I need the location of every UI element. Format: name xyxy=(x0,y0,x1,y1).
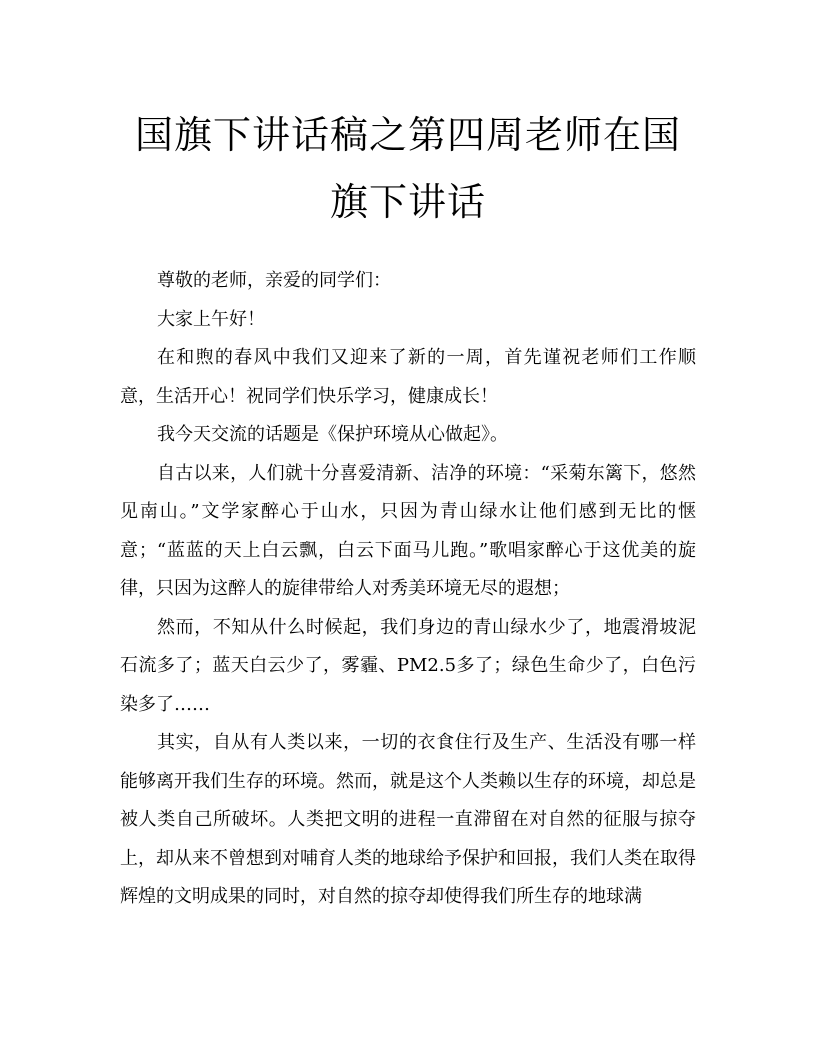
body-paragraph: 然而，不知从什么时候起，我们身边的青山绿水少了，地震滑坡泥石流多了；蓝天白云少了，雾霾、PM2.5多了；绿色生命少了，白色污染多了…… xyxy=(120,616,696,715)
greeting-paragraph: 大家上午好！ xyxy=(157,308,265,330)
salutation-paragraph: 尊敬的老师，亲爱的同学们： xyxy=(157,270,391,291)
document-body xyxy=(120,262,696,917)
body-paragraph: 其实，自从有人类以来，一切的衣食住行及生产、生活没有哪一样能够离开我们生存的环境。然而，就是这个人类赖以生存的环境，却总是被人类自己所破坏。人类把文明的进程一直滞留在对自然的征服与掠夺上，却从来不曾想到对哺育人类的地球给予保护和回报，我们人类在取得辉煌的文明成果的同时，对自然的掠夺却使得我们所生存的地球满 xyxy=(120,732,696,907)
body-paragraph: 自古以来，人们就十分喜爱清新、洁净的环境：“采菊东篱下，悠然见南山。”文学家醉心于山水，只因为青山绿水让他们感到无比的惬意；“蓝蓝的天上白云飘，白云下面马儿跑。”歌唱家醉心于这优美的旋律，只因为这醉人的旋律带给人对秀美环境无尽的遐想； xyxy=(120,462,696,599)
topic-paragraph: 我今天交流的话题是《保护环境从心做起》。 xyxy=(157,424,508,445)
document-title: 国旗下讲话稿之第四周老师在国旗下讲话 xyxy=(134,113,681,224)
body-paragraph: 在和煦的春风中我们又迎来了新的一周，首先谨祝老师们工作顺意，生活开心！祝同学们快乐学习，健康成长！ xyxy=(120,347,696,407)
